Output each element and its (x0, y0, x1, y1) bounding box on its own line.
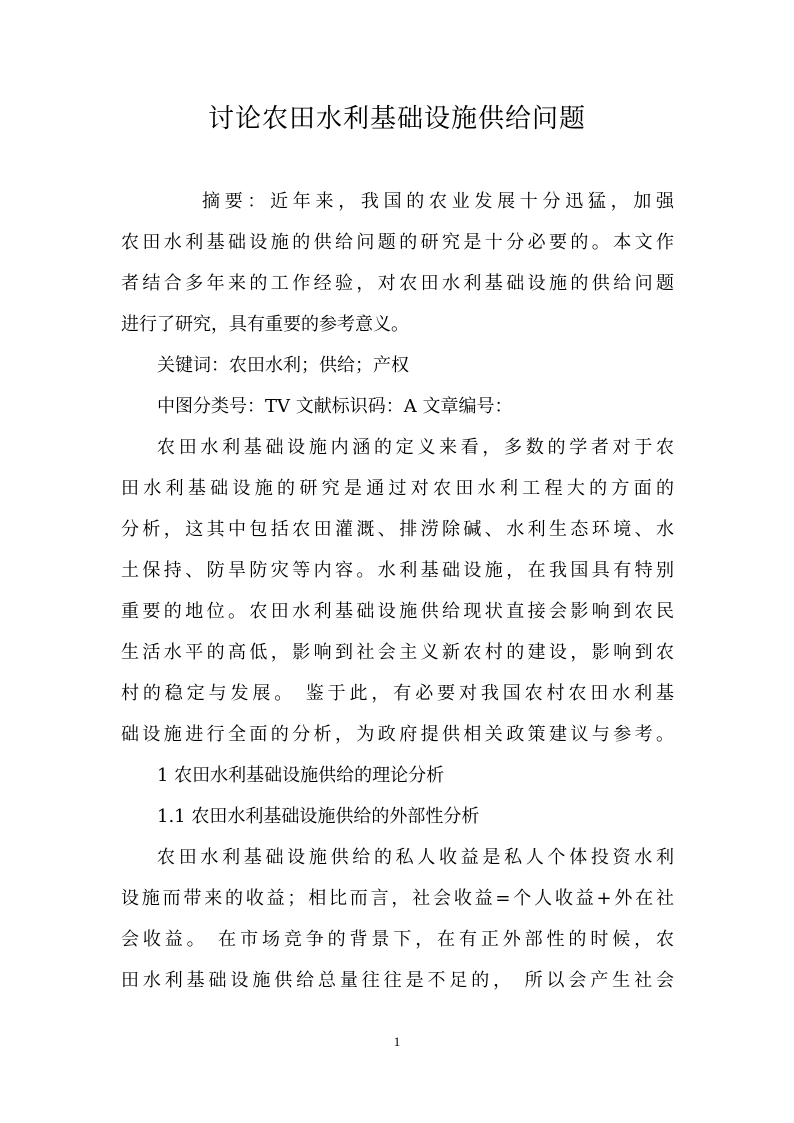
text-line: 重要的地位。农田水利基础设施供给现状直接会影响到农民 (121, 601, 674, 622)
text-line: 村的稳定与发展。 鉴于此，有必要对我国农村农田水利基 (121, 683, 674, 704)
text-line: 关键词：农田水利；供给；产权 (157, 355, 409, 376)
text-line: 田水利基础设施供给总量往往是不足的， 所以会产生社会 (121, 970, 674, 991)
text-line: 础设施进行全面的分析，为政府提供相关政策建议与参考。 (121, 724, 674, 745)
text-line: 中图分类号：TV 文献标识码：A 文章编号： (157, 396, 513, 417)
text-line: 设施而带来的收益；相比而言，社会收益=个人收益+外在社 (121, 888, 674, 909)
page-number: 1 (393, 1034, 401, 1049)
text-line: 会收益。 在市场竞争的背景下，在有正外部性的时候，农 (121, 929, 674, 950)
text-line: 农田水利基础设施的供给问题的研究是十分必要的。本文作 (121, 232, 674, 253)
text-line: 者结合多年来的工作经验，对农田水利基础设施的供给问题 (121, 273, 674, 294)
text-line: 分析，这其中包括农田灌溉、排涝除碱、水利生态环境、水 (121, 519, 674, 540)
document-title: 讨论农田水利基础设施供给问题 (207, 104, 586, 134)
text-line: 田水利基础设施的研究是通过对农田水利工程大的方面的 (121, 478, 674, 499)
text-line: 1 农田水利基础设施供给的理论分析 (157, 765, 445, 786)
text-line: 农田水利基础设施供给的私人收益是私人个体投资水利 (157, 847, 674, 868)
text-line: 1.1 农田水利基础设施供给的外部性分析 (157, 806, 480, 827)
text-line: 摘要：近年来，我国的农业发展十分迅猛，加强 (202, 191, 674, 212)
text-line: 进行了研究，具有重要的参考意义。 (121, 314, 409, 335)
document-body (121, 181, 674, 1001)
text-line: 生活水平的高低，影响到社会主义新农村的建设，影响到农 (121, 642, 674, 663)
text-line: 农田水利基础设施内涵的定义来看，多数的学者对于农 (157, 437, 674, 458)
text-line: 土保持、防旱防灾等内容。水利基础设施，在我国具有特别 (121, 560, 674, 581)
